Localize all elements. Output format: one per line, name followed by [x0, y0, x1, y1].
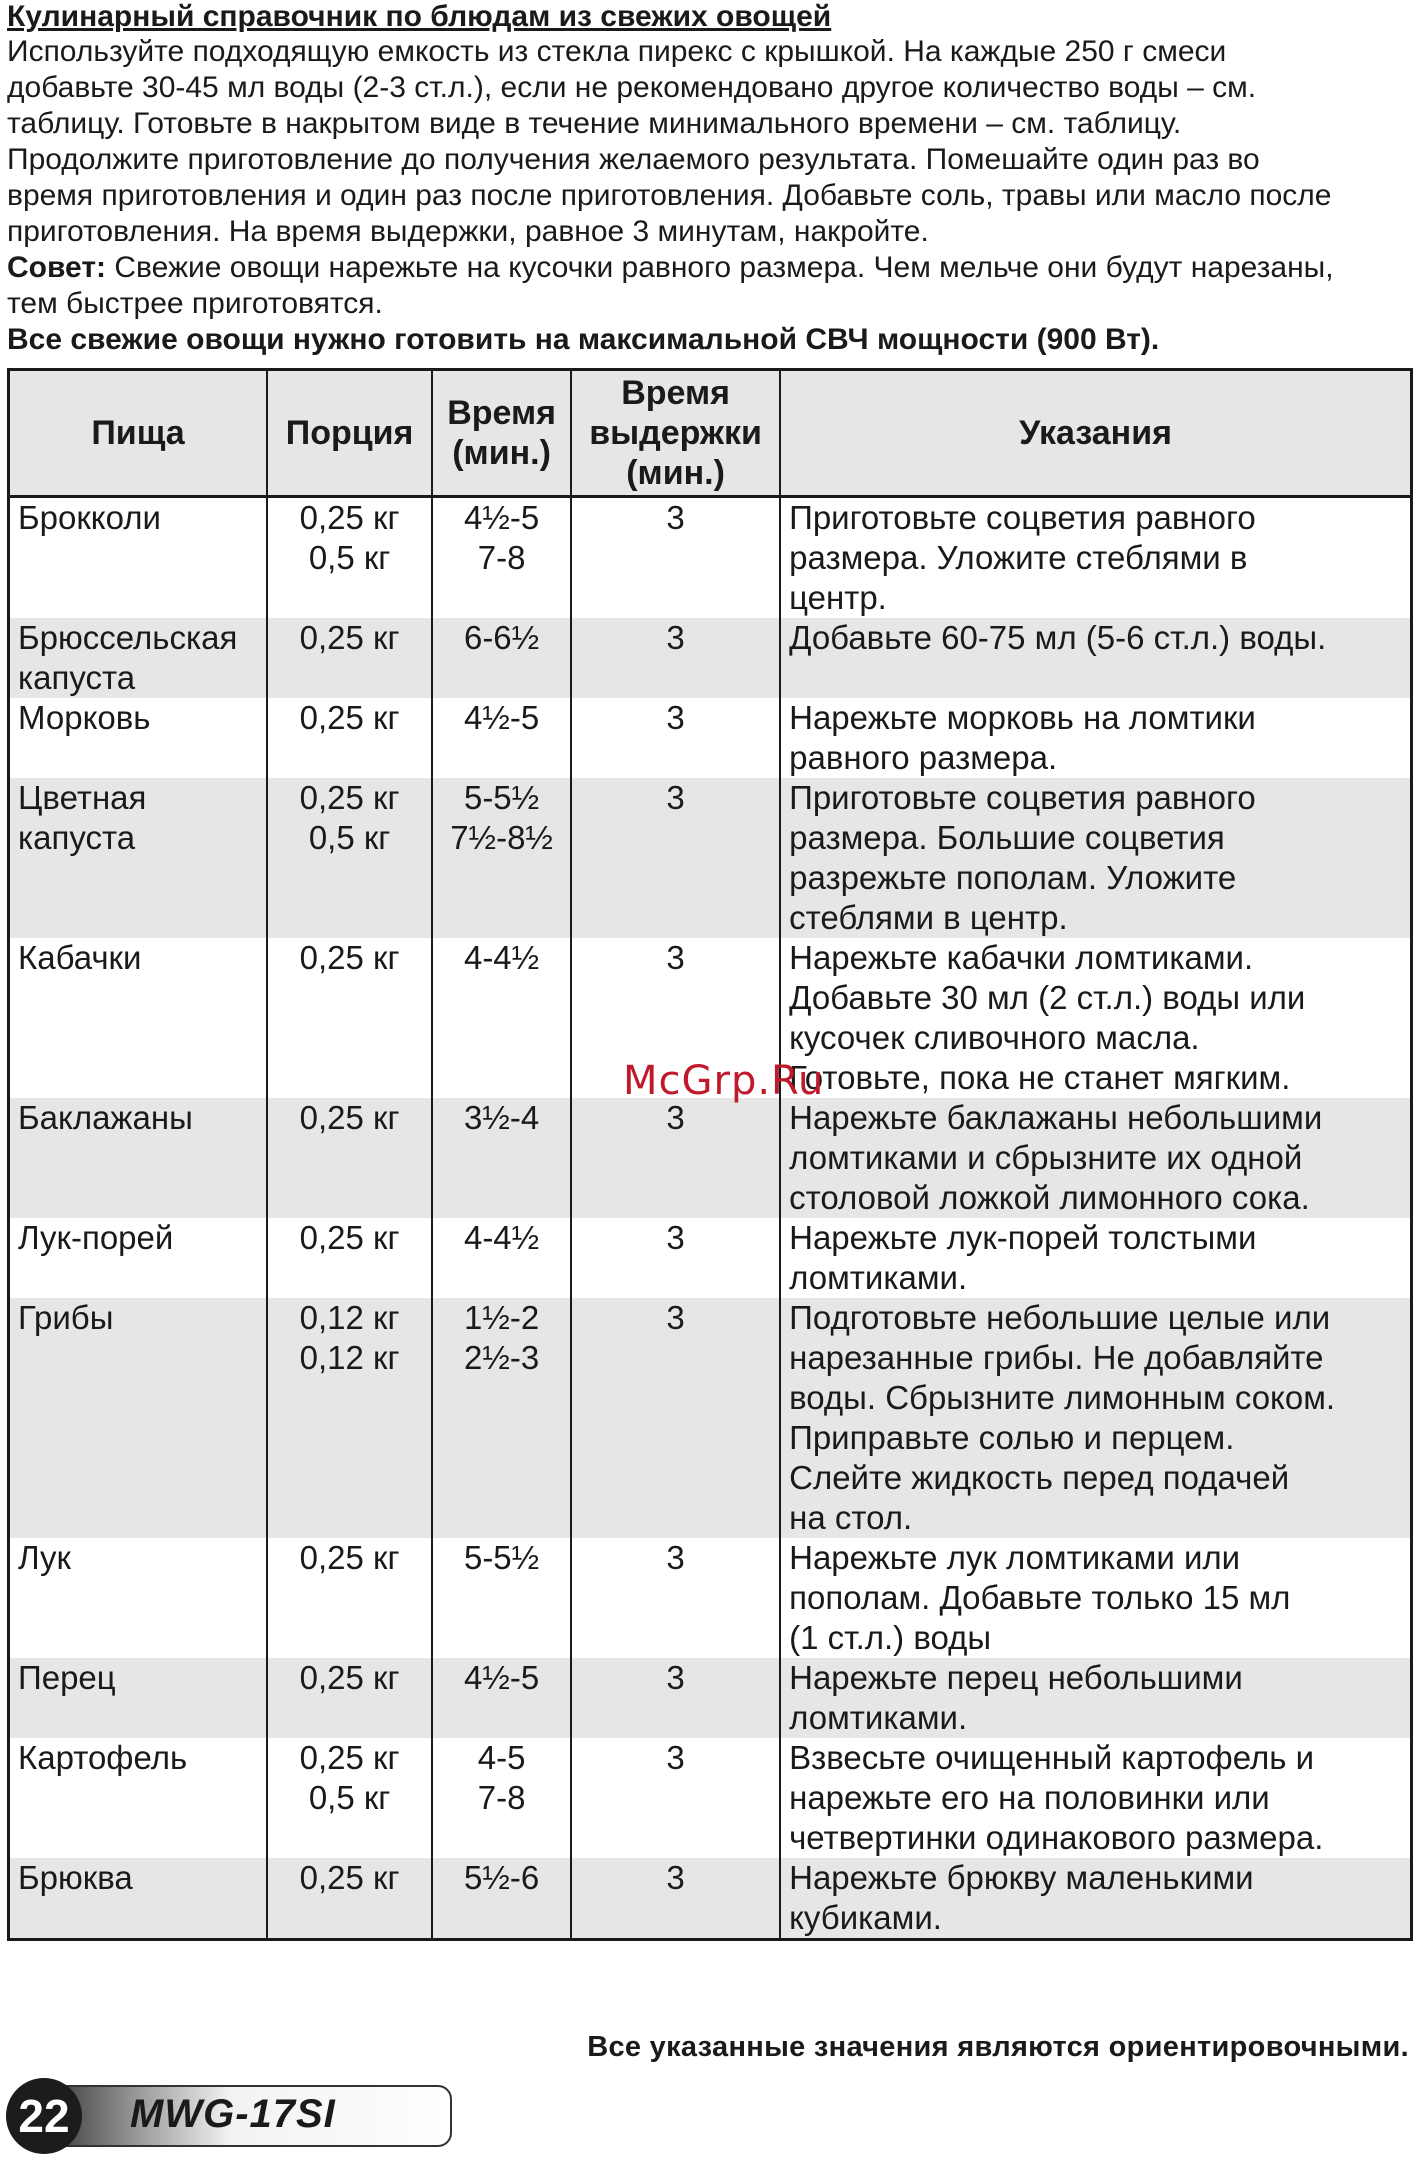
- table-header-row: [9, 370, 1412, 497]
- model-name: MWG-17SI: [130, 2092, 336, 2136]
- intro-line: Продолжите приготовление до получения желаемого результата. Помешайте один раз во: [7, 143, 1260, 176]
- cell-notes: Нарежьте морковь на ломтики равного размера.: [780, 698, 1411, 778]
- header-food: Пища: [9, 370, 268, 497]
- header-portion: Порция: [267, 370, 432, 497]
- cell-food: Баклажаны: [9, 1098, 268, 1218]
- cell-notes: Нарежьте перец небольшими ломтиками.: [780, 1658, 1411, 1738]
- cell-portion: 0,25 кг 0,5 кг: [267, 778, 432, 938]
- cell-time: 4½-5: [432, 698, 571, 778]
- cell-standing-time: 3: [571, 1298, 780, 1538]
- tip-paragraph: [7, 250, 1415, 322]
- cell-portion: 0,25 кг: [267, 1858, 432, 1940]
- intro-line: Используйте подходящую емкость из стекла пирекс с крышкой. На каждые 250 г смеси: [7, 35, 1227, 68]
- table-row: [9, 698, 1412, 778]
- intro-line: добавьте 30-45 мл воды (2-3 ст.л.), если не рекомендовано другое количество воды – см.: [7, 71, 1257, 104]
- cell-food: Грибы: [9, 1298, 268, 1538]
- cell-time: 3½-4: [432, 1098, 571, 1218]
- tip-text-line-1: Свежие овощи нарежьте на кусочки равного размера. Чем мельче они будут нарезаны,: [106, 251, 1334, 284]
- cell-food: Брюква: [9, 1858, 268, 1940]
- cooking-guide-table: [7, 368, 1413, 1941]
- cell-notes: Добавьте 60-75 мл (5-6 ст.л.) воды.: [780, 618, 1411, 698]
- page-number-badge: 22: [6, 2078, 82, 2154]
- cell-notes: Нарежьте брюкву маленькими кубиками.: [780, 1858, 1411, 1940]
- table-row: [9, 1738, 1412, 1858]
- power-note: Все свежие овощи нужно готовить на максимальной СВЧ мощности (900 Вт).: [7, 323, 1160, 356]
- manual-page: [7, 0, 1415, 1936]
- cell-standing-time: 3: [571, 1538, 780, 1658]
- cell-time: 6-6½: [432, 618, 571, 698]
- cell-time: 4-4½: [432, 1218, 571, 1298]
- cell-standing-time: 3: [571, 938, 780, 1098]
- cell-time: 4-5 7-8: [432, 1738, 571, 1858]
- cell-standing-time: 3: [571, 1218, 780, 1298]
- header-time: Время (мин.): [432, 370, 571, 497]
- cell-portion: 0,25 кг 0,5 кг: [267, 1738, 432, 1858]
- cell-portion: 0,25 кг: [267, 698, 432, 778]
- cell-notes: Подготовьте небольшие целые или нарезанные грибы. Не добавляйте воды. Сбрызните лимонным соком. Приправьте солью и перцем. Слейте жидкость перед подачей на стол.: [780, 1298, 1411, 1538]
- table-row: [9, 1858, 1412, 1940]
- cell-standing-time: 3: [571, 497, 780, 619]
- table-row: [9, 1538, 1412, 1658]
- cell-notes: Нарежьте баклажаны небольшими ломтиками и сбрызните их одной столовой ложкой лимонного сока.: [780, 1098, 1411, 1218]
- cell-food: Морковь: [9, 698, 268, 778]
- table-row: [9, 1098, 1412, 1218]
- cell-portion: 0,25 кг: [267, 1098, 432, 1218]
- cell-food: Брокколи: [9, 497, 268, 619]
- cell-portion: 0,25 кг: [267, 1538, 432, 1658]
- cell-time: 5-5½ 7½-8½: [432, 778, 571, 938]
- cell-food: Перец: [9, 1658, 268, 1738]
- cell-time: 1½-2 2½-3: [432, 1298, 571, 1538]
- cell-food: Кабачки: [9, 938, 268, 1098]
- header-notes: Указания: [780, 370, 1411, 497]
- intro-line: таблицу. Готовьте в накрытом виде в течение минимального времени – см. таблицу.: [7, 107, 1182, 140]
- header-standing-time: Время выдержки (мин.): [571, 370, 780, 497]
- cell-time: 5½-6: [432, 1858, 571, 1940]
- cell-portion: 0,12 кг 0,12 кг: [267, 1298, 432, 1538]
- cell-food: Лук-порей: [9, 1218, 268, 1298]
- table-row: [9, 618, 1412, 698]
- cell-time: 5-5½: [432, 1538, 571, 1658]
- table-row: [9, 1298, 1412, 1538]
- cell-notes: Приготовьте соцветия равного размера. Большие соцветия разрежьте пополам. Уложите стеблями в центр.: [780, 778, 1411, 938]
- tip-label: Совет:: [7, 251, 107, 284]
- cell-time: 4½-5 7-8: [432, 497, 571, 619]
- intro-line: время приготовления и один раз после приготовления. Добавьте соль, травы или масло после: [7, 179, 1332, 212]
- cell-notes: Нарежьте лук-порей толстыми ломтиками.: [780, 1218, 1411, 1298]
- cell-notes: Приготовьте соцветия равного размера. Уложите стеблями в центр.: [780, 497, 1411, 619]
- intro-line: приготовления. На время выдержки, равное 3 минутам, накройте.: [7, 215, 929, 248]
- footer-note: Все указанные значения являются ориентировочными.: [587, 2031, 1409, 2063]
- table-row: [9, 1218, 1412, 1298]
- cell-food: Брюссельская капуста: [9, 618, 268, 698]
- table-row: [9, 1658, 1412, 1738]
- cell-portion: 0,25 кг 0,5 кг: [267, 497, 432, 619]
- cell-standing-time: 3: [571, 1738, 780, 1858]
- watermark: McGrp.Ru: [623, 1058, 825, 1104]
- cell-time: 4-4½: [432, 938, 571, 1098]
- tip-text-line-2: тем быстрее приготовятся.: [7, 287, 383, 320]
- cell-standing-time: 3: [571, 698, 780, 778]
- cell-standing-time: 3: [571, 618, 780, 698]
- cell-food: Картофель: [9, 1738, 268, 1858]
- table-row: [9, 497, 1412, 619]
- cell-standing-time: 3: [571, 1858, 780, 1940]
- page-title: Кулинарный справочник по блюдам из свежих овощей: [7, 0, 832, 33]
- cell-portion: 0,25 кг: [267, 1218, 432, 1298]
- cell-portion: 0,25 кг: [267, 618, 432, 698]
- cell-portion: 0,25 кг: [267, 1658, 432, 1738]
- table-row: [9, 778, 1412, 938]
- cell-notes: Нарежьте лук ломтиками или пополам. Добавьте только 15 мл (1 ст.л.) воды: [780, 1538, 1411, 1658]
- cell-standing-time: 3: [571, 778, 780, 938]
- cell-time: 4½-5: [432, 1658, 571, 1738]
- cell-food: Лук: [9, 1538, 268, 1658]
- cell-portion: 0,25 кг: [267, 938, 432, 1098]
- cell-standing-time: 3: [571, 1658, 780, 1738]
- cell-food: Цветная капуста: [9, 778, 268, 938]
- intro-text: [7, 34, 1415, 250]
- cell-notes: Нарежьте кабачки ломтиками. Добавьте 30 мл (2 ст.л.) воды или кусочек сливочного масла. Готовьте, пока не станет мягким.: [780, 938, 1411, 1098]
- cell-notes: Взвесьте очищенный картофель и нарежьте его на половинки или четвертинки одинакового размера.: [780, 1738, 1411, 1858]
- cell-standing-time: 3: [571, 1098, 780, 1218]
